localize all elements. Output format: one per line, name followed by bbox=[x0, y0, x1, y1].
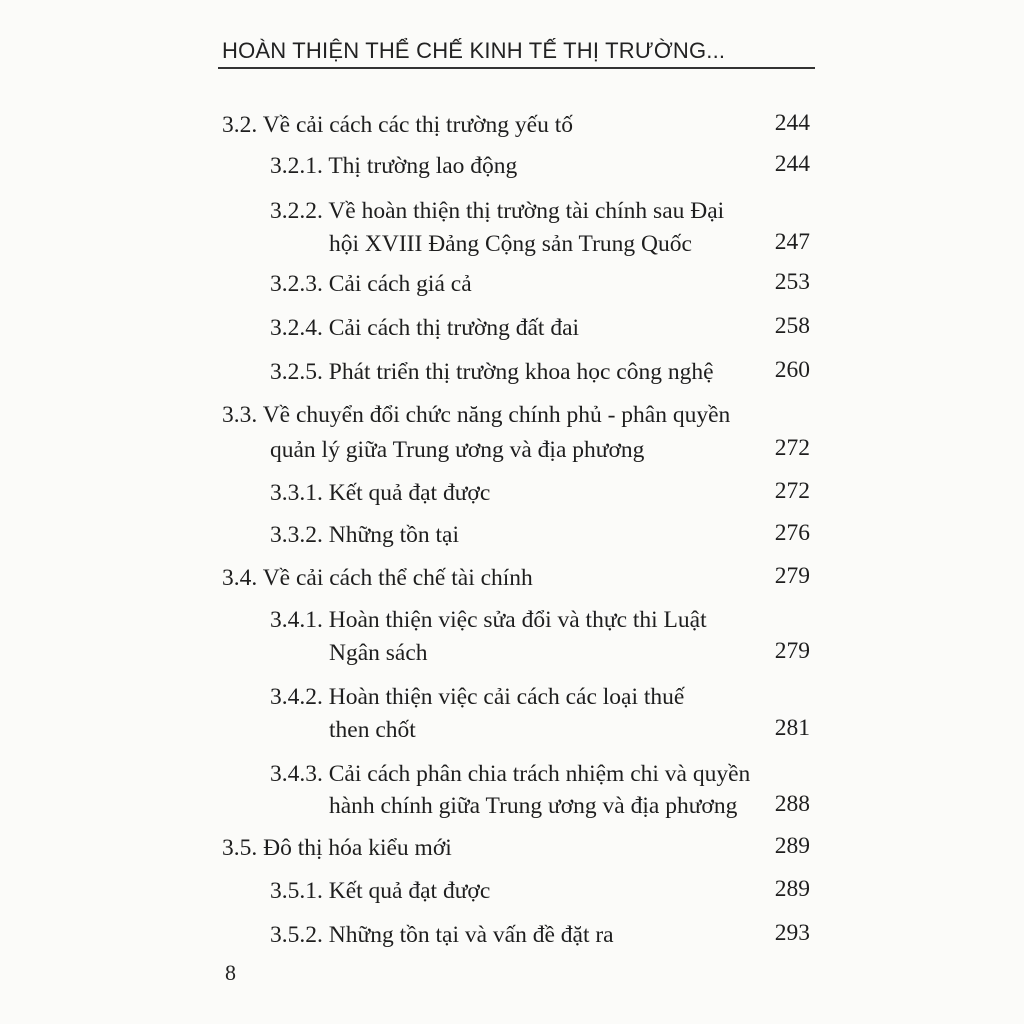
toc-page-3-4-3: 288 bbox=[774, 791, 810, 817]
toc-entry-3-5-1: 3.5.1. Kết quả đạt được bbox=[270, 878, 491, 904]
toc-entry-3-4-2-line2: then chốt bbox=[329, 717, 416, 743]
toc-entry-3-2: 3.2. Về cải cách các thị trường yếu tố bbox=[222, 112, 573, 138]
toc-entry-3-4-2: 3.4.2. Hoàn thiện việc cải cách các loại thuế bbox=[270, 684, 685, 710]
page-number: 8 bbox=[225, 960, 236, 985]
toc-page-3-3: 272 bbox=[774, 435, 810, 461]
toc-entry-3-2-5: 3.2.5. Phát triển thị trường khoa học công nghệ bbox=[270, 359, 714, 385]
toc-page-3-4-2: 281 bbox=[774, 715, 810, 741]
toc-entry-3-2-4: 3.2.4. Cải cách thị trường đất đai bbox=[270, 315, 580, 341]
toc-page-3-4-1: 279 bbox=[774, 638, 810, 664]
toc-entry-3-4-1-line2: Ngân sách bbox=[329, 640, 428, 666]
toc-entry-3-4-3: 3.4.3. Cải cách phân chia trách nhiệm chi và quyền bbox=[270, 761, 751, 787]
toc-entry-3-4-1: 3.4.1. Hoàn thiện việc sửa đổi và thực thi Luật bbox=[270, 607, 707, 633]
toc-entry-3-3: 3.3. Về chuyển đổi chức năng chính phủ - phân quyền bbox=[222, 402, 731, 428]
toc-entry-3-4: 3.4. Về cải cách thể chế tài chính bbox=[222, 565, 533, 591]
toc-entry-3-2-1: 3.2.1. Thị trường lao động bbox=[270, 153, 518, 179]
toc-page-3-3-2: 276 bbox=[774, 520, 810, 546]
toc-page-3-4: 279 bbox=[774, 563, 810, 589]
toc-page-3-5-2: 293 bbox=[774, 920, 810, 946]
header-rule bbox=[218, 67, 815, 69]
toc-page-3-5-1: 289 bbox=[774, 876, 810, 902]
toc-page-3-2-3: 253 bbox=[774, 269, 810, 295]
toc-entry-3-2-3: 3.2.3. Cải cách giá cả bbox=[270, 271, 472, 297]
toc-page-3-2-2: 247 bbox=[774, 229, 810, 255]
toc-entry-3-2-2-line2: hội XVIII Đảng Cộng sản Trung Quốc bbox=[329, 231, 692, 257]
running-header: HOÀN THIỆN THỂ CHẾ KINH TẾ THỊ TRƯỜNG... bbox=[222, 38, 726, 63]
toc-page-3-3-1: 272 bbox=[774, 478, 810, 504]
toc-page-3-5: 289 bbox=[774, 833, 810, 859]
toc-entry-3-2-2: 3.2.2. Về hoàn thiện thị trường tài chính sau Đại bbox=[270, 198, 725, 224]
toc-page-3-2-1: 244 bbox=[774, 151, 810, 177]
toc-entry-3-5: 3.5. Đô thị hóa kiểu mới bbox=[222, 835, 452, 861]
toc-page-3-2: 244 bbox=[774, 110, 810, 136]
toc-entry-3-5-2: 3.5.2. Những tồn tại và vấn đề đặt ra bbox=[270, 922, 614, 948]
toc-entry-3-4-3-line2: hành chính giữa Trung ương và địa phương bbox=[329, 793, 738, 819]
toc-entry-3-3-1: 3.3.1. Kết quả đạt được bbox=[270, 480, 491, 506]
toc-entry-3-3-2: 3.3.2. Những tồn tại bbox=[270, 522, 459, 548]
toc-page-3-2-5: 260 bbox=[774, 357, 810, 383]
toc-page-3-2-4: 258 bbox=[774, 313, 810, 339]
toc-entry-3-3-line2: quản lý giữa Trung ương và địa phương bbox=[270, 437, 645, 463]
